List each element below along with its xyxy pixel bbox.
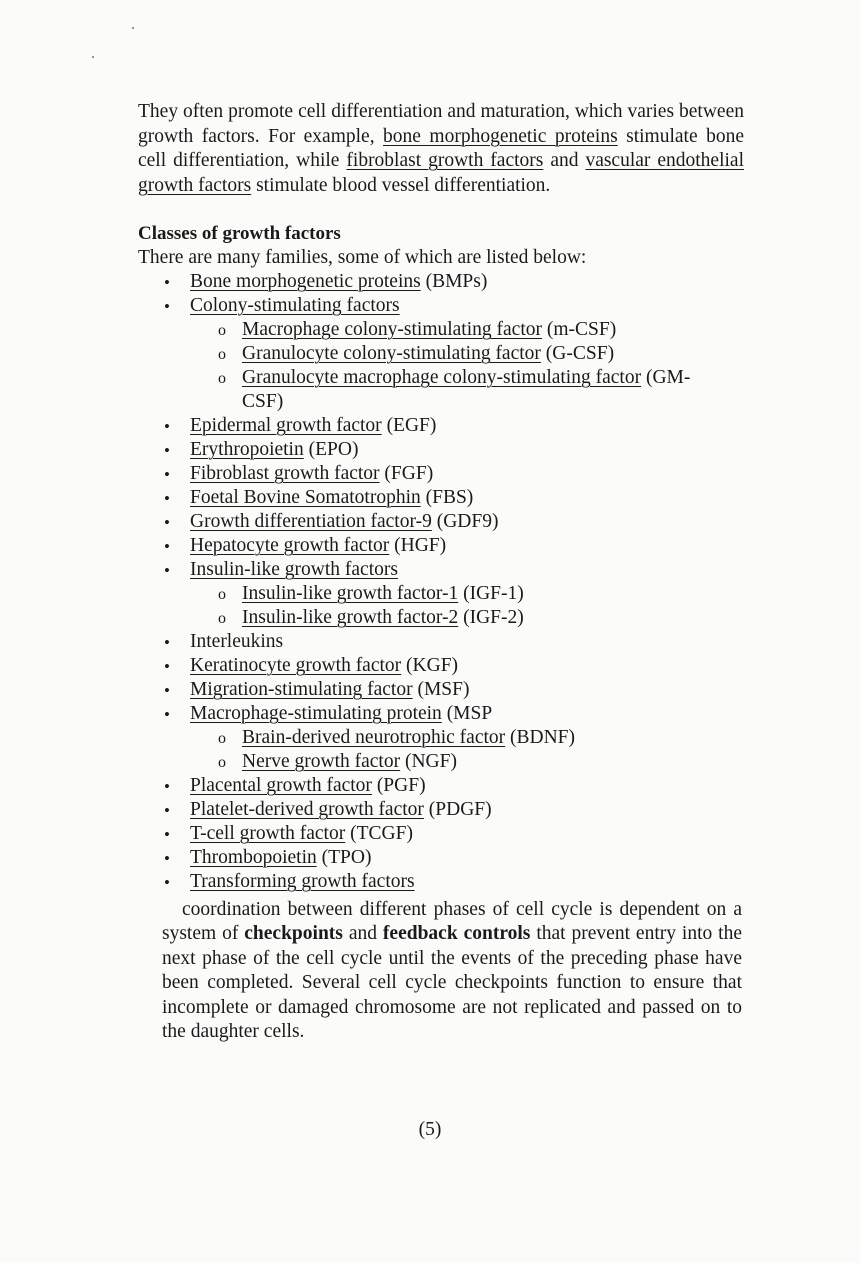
closing-text: coordination between different phases of cell cycle is dependent on a system of: [162, 899, 742, 945]
sublist-item-abbrev: (BDNF): [505, 727, 576, 748]
sublist-item-link[interactable]: Insulin-like growth factor-2: [242, 607, 459, 628]
list-item: [158, 414, 738, 438]
sublist-item-abbrev: (NGF): [400, 751, 457, 772]
list-item-link[interactable]: Macrophage-stimulating protein: [190, 703, 442, 724]
sublist-item-link[interactable]: Brain-derived neurotrophic factor: [242, 727, 506, 748]
sublist-igf: [190, 582, 738, 630]
list-item-abbrev: (PGF): [371, 775, 426, 796]
sublist-item-abbrev: (m-CSF): [541, 319, 617, 340]
list-item: [158, 846, 738, 870]
list-item-abbrev: (TPO): [316, 847, 372, 868]
section-intro: There are many families, some of which are listed below:: [138, 247, 587, 268]
sublist-item-abbrev: (IGF-2): [458, 607, 524, 628]
closing-paragraph: [162, 898, 742, 1044]
page-number: (5): [418, 1119, 442, 1140]
list-item-link[interactable]: Platelet-derived growth factor: [190, 799, 424, 820]
closing-text: and: [342, 923, 383, 945]
intro-text: and: [543, 150, 586, 171]
list-item-abbrev: (HGF): [389, 535, 447, 556]
growth-factor-list: [158, 270, 738, 894]
intro-text: They often promote cell differentiation and maturation, which varies between growth factors. For example,: [138, 101, 744, 147]
list-item: [158, 822, 738, 846]
sublist-item-abbrev: (GM-CSF): [242, 367, 691, 412]
sublist-item: [190, 606, 738, 630]
list-item-link[interactable]: Epidermal growth factor: [190, 415, 382, 436]
section-heading: Classes of growth factors: [138, 223, 341, 244]
sublist-item-link[interactable]: Granulocyte colony-stimulating factor: [242, 343, 541, 364]
list-item-link[interactable]: Hepatocyte growth factor: [190, 535, 390, 556]
list-item: [158, 678, 738, 702]
list-item-abbrev: (MSF): [412, 679, 470, 700]
sublist-item: [190, 726, 738, 750]
list-item-link[interactable]: Bone morphogenetic proteins: [190, 271, 421, 292]
list-item: [158, 654, 738, 678]
list-item-link[interactable]: Transforming growth factors: [190, 871, 415, 892]
list-item-link[interactable]: Colony-stimulating factors: [190, 295, 400, 316]
list-item: [158, 462, 738, 486]
link-fibroblast-growth-factors[interactable]: fibroblast growth factors: [346, 150, 544, 171]
list-item: [158, 558, 738, 630]
list-item-link[interactable]: Migration-stimulating factor: [190, 679, 413, 700]
list-item-link[interactable]: Foetal Bovine Somatotrophin: [190, 487, 421, 508]
term-feedback-controls: feedback controls: [382, 923, 531, 945]
list-item: [158, 294, 738, 414]
list-item-abbrev: (KGF): [401, 655, 459, 676]
list-item-abbrev: (BMPs): [420, 271, 488, 292]
list-item: [158, 870, 738, 894]
list-item-abbrev: (MSP: [441, 703, 493, 724]
sublist-item: [190, 342, 738, 366]
list-item-link[interactable]: T-cell growth factor: [190, 823, 346, 844]
link-vascular-endothelial-growth-factors[interactable]: vascular endothelial growth factors: [138, 150, 744, 196]
list-item: [158, 630, 738, 654]
sublist-item: [190, 318, 738, 342]
list-item-link[interactable]: Thrombopoietin: [190, 847, 317, 868]
list-item-link[interactable]: Keratinocyte growth factor: [190, 655, 402, 676]
list-item-abbrev: (EPO): [303, 439, 359, 460]
list-item: [158, 534, 738, 558]
list-item-abbrev: Interleukins: [190, 631, 284, 652]
sublist-item: [190, 366, 738, 414]
list-item: [158, 510, 738, 534]
sublist-item: [190, 582, 738, 606]
list-item-link[interactable]: Erythropoietin: [190, 439, 304, 460]
sublist-msp: [190, 726, 738, 774]
intro-text: stimulate bone cell differentiation, while: [138, 125, 744, 171]
sublist-item-abbrev: (IGF-1): [458, 583, 524, 604]
list-item-abbrev: (TCGF): [345, 823, 413, 844]
list-item-abbrev: (FGF): [379, 463, 434, 484]
list-item-abbrev: (GDF9): [431, 511, 499, 532]
list-item-link[interactable]: Fibroblast growth factor: [190, 463, 380, 484]
sublist-item-link[interactable]: Nerve growth factor: [242, 751, 401, 772]
intro-text: stimulate blood vessel differentiation.: [251, 174, 551, 196]
list-item: [158, 702, 738, 774]
list-item-link[interactable]: Growth differentiation factor-9: [190, 511, 432, 532]
list-item: [158, 798, 738, 822]
sublist-item-link[interactable]: Granulocyte macrophage colony-stimulating factor: [242, 367, 642, 388]
sublist-item: [190, 750, 738, 774]
list-item-link[interactable]: Placental growth factor: [190, 775, 372, 796]
list-item: [158, 486, 738, 510]
list-item: [158, 774, 738, 798]
list-item-link[interactable]: Insulin-like growth factors: [190, 559, 398, 580]
term-checkpoints: checkpoints: [244, 923, 343, 945]
sublist-item-abbrev: (G-CSF): [540, 343, 615, 364]
sublist-item-link[interactable]: Insulin-like growth factor-1: [242, 583, 459, 604]
scan-speck: [92, 56, 94, 58]
sublist-item-link[interactable]: Macrophage colony-stimulating factor: [242, 319, 542, 340]
list-item-abbrev: (PDGF): [423, 799, 492, 820]
scan-speck: [132, 27, 134, 29]
list-item-abbrev: (FBS): [420, 487, 474, 508]
sublist-csf: [190, 318, 738, 414]
link-bone-morphogenetic-proteins[interactable]: bone morphogenetic proteins: [383, 125, 618, 147]
list-item: [158, 270, 738, 294]
closing-text: that prevent entry into the next phase of the cell cycle until the events of the preceding phase have been completed. Several cell cycle checkpoints function to ensure that incomplete or damaged chromosome are not replicated and passed on to the daughter cells.: [162, 923, 743, 1043]
intro-paragraph: [138, 100, 744, 198]
list-item-abbrev: (EGF): [381, 415, 437, 436]
list-item: [158, 438, 738, 462]
